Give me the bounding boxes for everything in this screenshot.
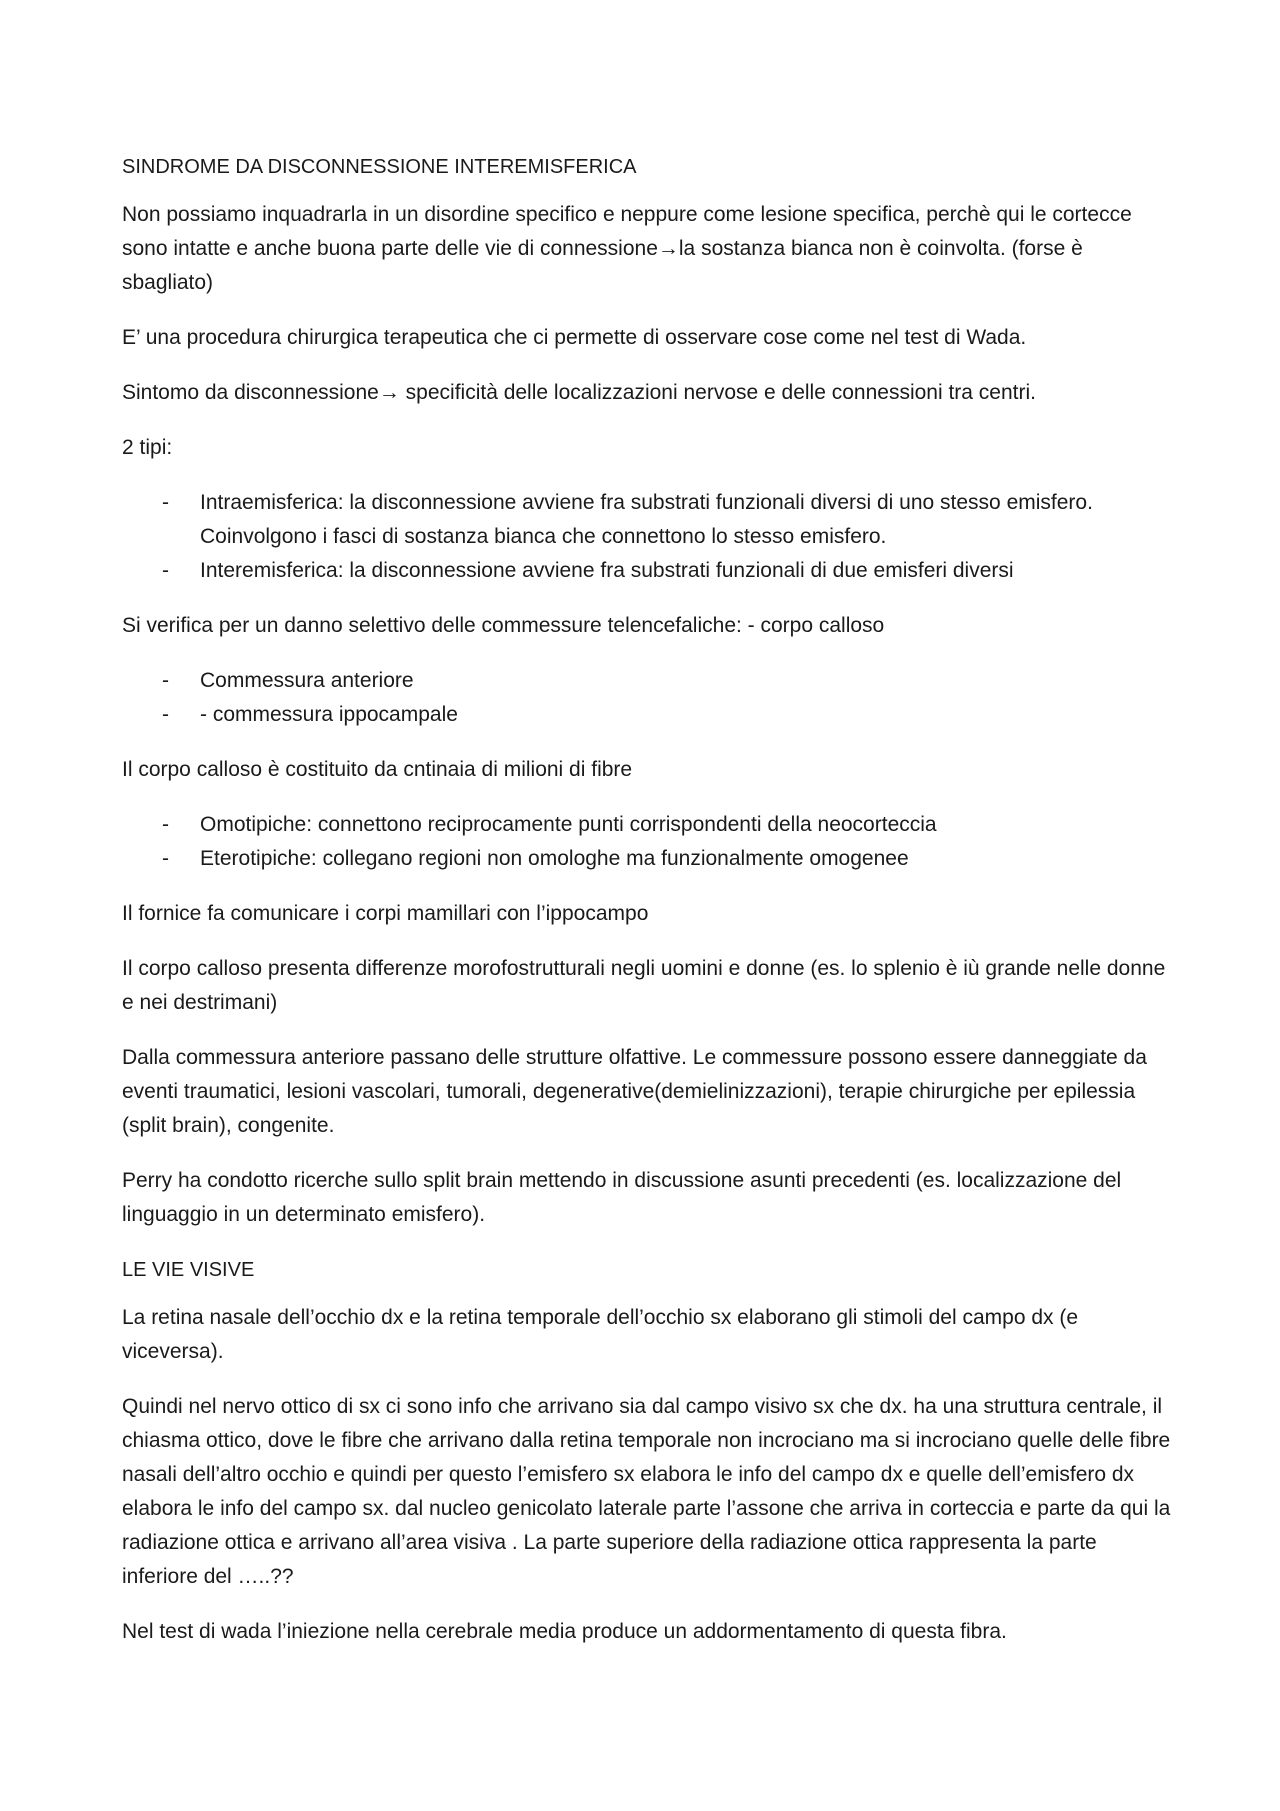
paragraph-commissures: Si verifica per un danno selettivo delle commessure telencefaliche: - corpo calloso: [122, 614, 885, 637]
paragraph-procedure: E’ una procedura chirurgica terapeutica che ci permette di osservare cose come nel test di Wada.: [122, 326, 1027, 349]
list-item: - Interemisferica: la disconnessione avviene fra substrati funzionali di due emisferi diversi: [122, 554, 1172, 588]
paragraph-anterior-commissure: Dalla commessura anteriore passano delle strutture olfattive. Le commessure possono essere danneggiate da eventi traumatici, lesioni vascolari, tumorali, degenerative(demielinizzazioni), terapie chirurgiche per epilessia (split brain), congenite.: [122, 1046, 1147, 1137]
document-page: [122, 150, 1172, 1670]
paragraph-symptom: Sintomo da disconnessione→ specificità delle localizzazioni nervose e delle connessioni tra centri.: [122, 381, 1036, 404]
paragraph-types: 2 tipi:: [122, 436, 173, 459]
list-fibers: [122, 808, 1172, 876]
section-heading-visual-pathways: LE VIE VISIVE: [122, 1259, 255, 1281]
list-commissures: [122, 664, 1172, 732]
list-item: - Omotipiche: connettono reciprocamente punti corrispondenti della neocorteccia: [122, 808, 1172, 842]
paragraph-optic-nerve: Quindi nel nervo ottico di sx ci sono info che arrivano sia dal campo visivo sx che dx. ha una struttura centrale, il chiasma ottico, dove le fibre che arrivano dalla retina temporale non incrociano ma si incrociano quelle delle fibre nasali dell’altro occhio e quindi per questo l’emisfero sx elabora le info del campo dx e quelle dell’emisfero dx elabora le info del campo sx. dal nucleo genicolato laterale parte l’assone che arriva in corteccia e parte da qui la radiazione ottica e arrivano all’area visiva . La parte superiore della radiazione ottica rappresenta la parte inferiore del …..??: [122, 1395, 1171, 1588]
paragraph-fornix: Il fornice fa comunicare i corpi mamillari con l’ippocampo: [122, 902, 649, 925]
paragraph-corpus-callosum: Il corpo calloso è costituito da cntinaia di milioni di fibre: [122, 758, 633, 781]
paragraph-differences: Il corpo calloso presenta differenze morofostrutturali negli uomini e donne (es. lo splenio è iù grande nelle donne e nei destrimani): [122, 957, 1166, 1014]
paragraph-perry: Perry ha condotto ricerche sullo split brain mettendo in discussione asunti precedenti (es. localizzazione del linguaggio in un determinato emisfero).: [122, 1169, 1122, 1226]
list-item: - Intraemisferica: la disconnessione avviene fra substrati funzionali diversi di uno stesso emisfero. Coinvolgono i fasci di sostanza bianca che connettono lo stesso emisfero.: [122, 486, 1172, 554]
list-item: - - commessura ippocampale: [122, 698, 1172, 732]
list-types: [122, 486, 1172, 588]
list-item: - Commessura anteriore: [122, 664, 1172, 698]
list-item: - Eterotipiche: collegano regioni non omologhe ma funzionalmente omogenee: [122, 842, 1172, 876]
paragraph-retina: La retina nasale dell’occhio dx e la retina temporale dell’occhio sx elaborano gli stimoli del campo dx (e viceversa).: [122, 1306, 1079, 1363]
paragraph-intro: Non possiamo inquadrarla in un disordine specifico e neppure come lesione specifica, perchè qui le cortecce sono intatte e anche buona parte delle vie di connessione→la sostanza bianca non è coinvolta. (forse è sbagliato): [122, 203, 1132, 294]
paragraph-wada: Nel test di wada l’iniezione nella cerebrale media produce un addormentamento di questa fibra.: [122, 1620, 1007, 1643]
section-heading-disconnection: SINDROME DA DISCONNESSIONE INTEREMISFERICA: [122, 156, 637, 178]
